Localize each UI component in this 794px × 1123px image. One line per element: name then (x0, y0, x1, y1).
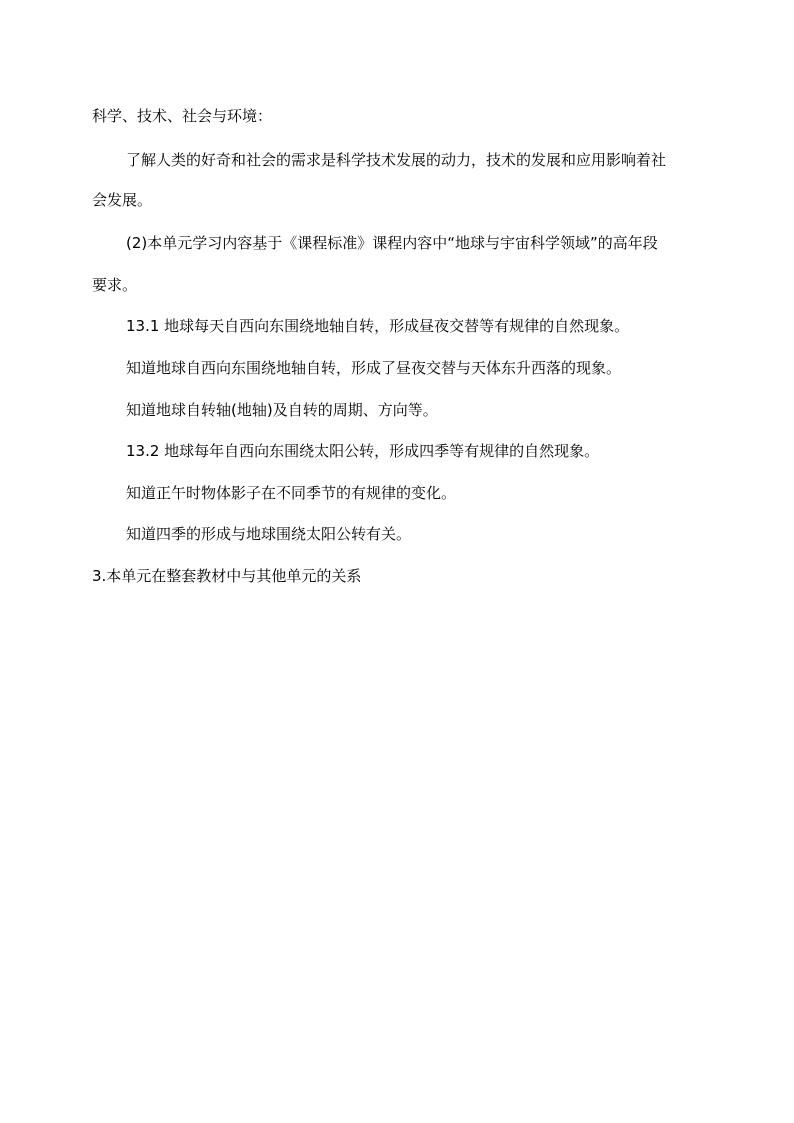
paragraph-2-line-2: 要求。 (92, 276, 138, 294)
standard-item-13-1: 13.1 地球每天自西向东围绕地轴自转，形成昼夜交替等有规律的自然现象。 (126, 317, 630, 335)
standard-item-13-1-a: 知道地球自西向东围绕地轴自转，形成了昼夜交替与天体东升西落的现象。 (126, 359, 622, 377)
paragraph-1-line-1: 了解人类的好奇和社会的需求是科学技术发展的动力，技术的发展和应用影响着社 (126, 151, 667, 169)
standard-item-13-2-a: 知道正午时物体影子在不同季节的有规律的变化。 (126, 484, 457, 502)
section-heading-3: 3.本单元在整套教材中与其他单元的关系 (92, 567, 362, 585)
standard-item-13-1-b: 知道地球自转轴(地轴)及自转的周期、方向等。 (126, 401, 438, 419)
paragraph-2-line-1: (2)本单元学习内容基于《课程标准》课程内容中“地球与宇宙科学领域”的高年段 (126, 234, 658, 252)
standard-item-13-2-b: 知道四季的形成与地球围绕太阳公转有关。 (126, 525, 412, 543)
standard-item-13-2: 13.2 地球每年自西向东围绕太阳公转，形成四季等有规律的自然现象。 (126, 442, 600, 460)
paragraph-1-line-2: 会发展。 (92, 191, 153, 209)
section-heading: 科学、技术、社会与环境： (92, 107, 273, 125)
